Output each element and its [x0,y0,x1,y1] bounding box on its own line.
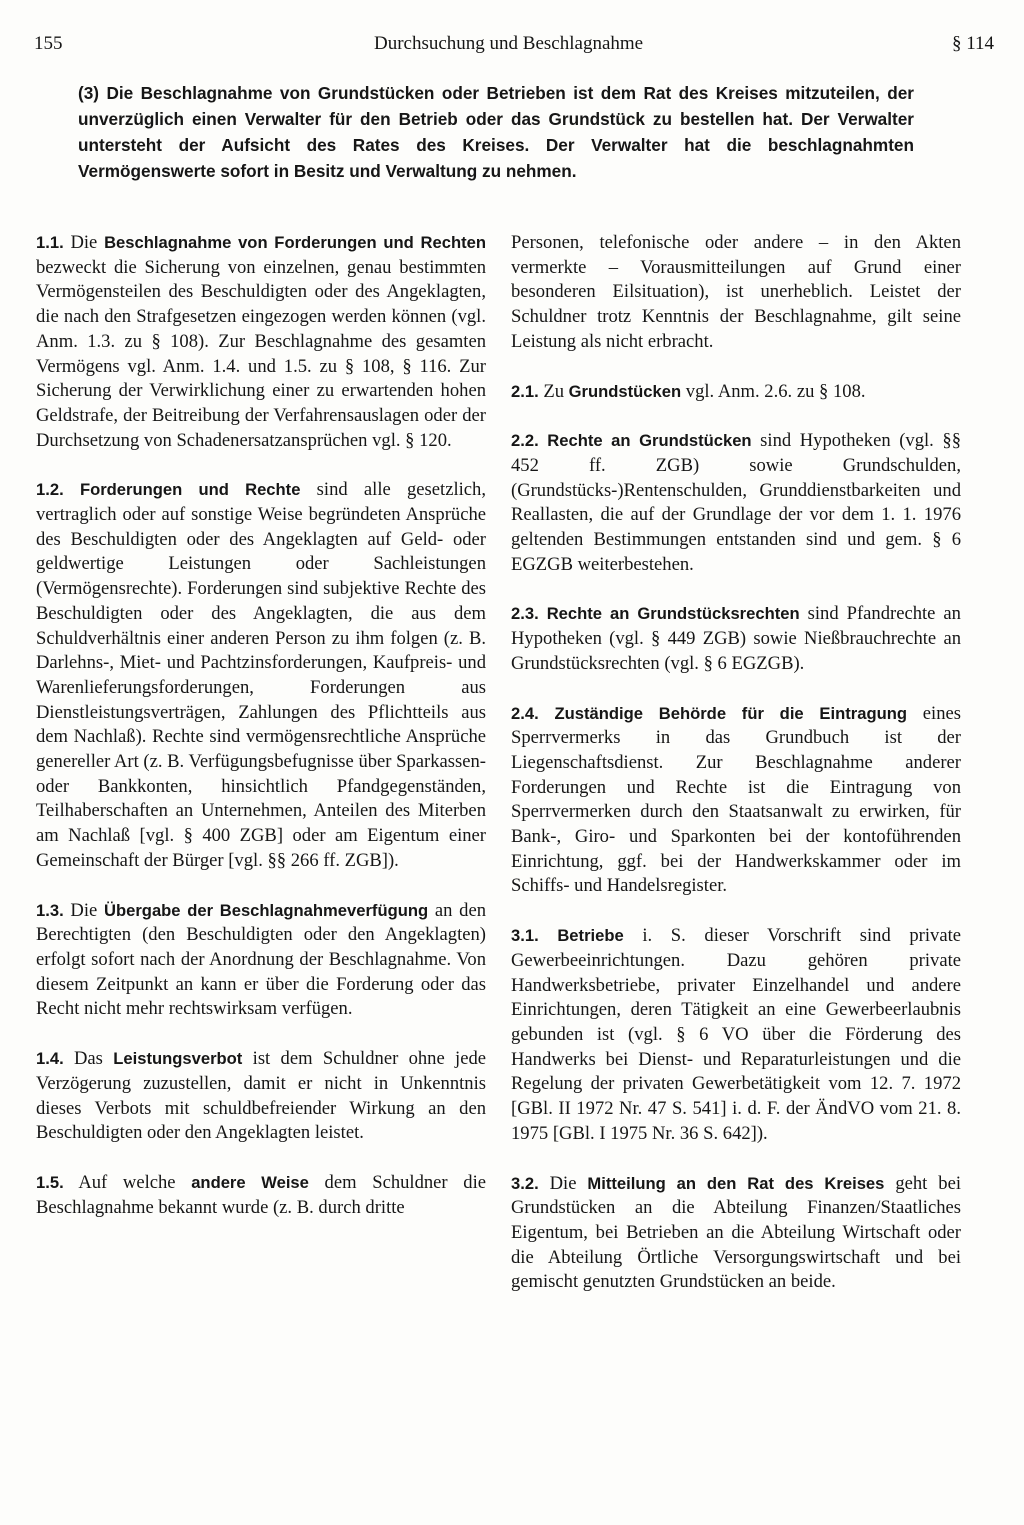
annotation-number: 2.2. [511,431,539,451]
annotation-text: an den Berechtigten (den Beschuldigten oder den Angeklagten) erfolgt sofort nach der Anordnung der Beschlagnahme. Von diesem Zeitpunkt an kann er über die Forderung oder das Recht nicht mehr rechtswirksam verfügen. [36,899,486,1020]
annotation-text: sind alle gesetzlich, vertraglich oder auf sonstige Weise begründeten Ansprüche des Beschuldigten oder des Angeklagten auf Geld- oder geldwertige Leistungen oder Sachleistungen (Vermögensrechte). Forderungen sind subjektive Rechte des Beschuldigten oder des Angeklagten, die aus dem Schuldverhältnis einer anderen Person zu ihm folgen (z. B. Darlehns-, Miet- und Pachtzinsforderungen, Kaufpreis- und Warenlieferungsforderungen, Forderungen aus Dienstleistungsverträgen, Zahlungen des Pflichtteils aus dem Nachlaß). Rechte sind vermögensrechtliche Ansprüche genereller Art (z. B. Verfügungsbefugnisse über Sparkassen- oder Bankkonten, hinsichtlich Pfandgegenständen, Teilhaberschaften an Unternehmen, Anteilen des Miterben am Nachlaß [vgl. § 400 ZGB] oder am Eigentum einer Gemeinschaft der Bürger [vgl. §§ 266 ff. ZGB]). [36,479,486,871]
right-column [511,231,961,1320]
annotation-text: Die [63,232,105,253]
annotation-text: Auf welche [63,1171,192,1193]
annotation-keyword: Übergabe der Beschlagnahmeverfügung [104,900,429,920]
annotation-number: 1.3. [36,900,64,920]
annotation-text [539,925,558,946]
annotation-text: i. S. dieser Vorschrift sind private Gewerbeeinrichtungen. Dazu gehören private Handwerksbetriebe, privater Einzelhandel und andere Einrichtungen, deren Tätigkeit an eine Gewerbeerlaubnis gebunden ist (vgl. § 6 VO über die Förderung des Handwerks bei Dienst- und Reparaturleistungen und die Regelung der privaten Gewerbetätigkeit vom 12. 7. 1972 [GBl. II 1972 Nr. 47 S. 541] i. d. F. der ÄndVO vom 21. 8. 1975 [GBl. I 1975 Nr. 36 S. 642]). [511,925,961,1144]
annotation-number: 1.2. [36,480,64,500]
annotation-paragraph [511,231,961,355]
annotation-paragraph [511,924,961,1146]
annotation-keyword: Mitteilung an den Rat des Kreises [587,1173,885,1193]
annotation-paragraph [36,231,486,453]
annotation-number: 3.2. [511,1173,539,1193]
annotation-text: eines Sperrvermerks in das Grundbuch ist der Liegenschaftsdienst. Zur Beschlagnahme anderer Forderungen und Rechte ist die Eintragung von Sperrvermerken durch den Staatsanwalt zu erwirken, für Bank-, Giro- und Sparkonten bei der kontoführenden Einrichtung, ggf. bei der Handwerkskammer oder im Schiffs- und Handelsregister. [511,702,961,897]
annotation-paragraph [511,602,961,676]
running-title: Durchsuchung und Beschlagnahme [374,33,644,54]
annotation-text: Personen, telefonische oder andere – in den Akten vermerkte – Vorausmitteilungen auf Grund einer besonderen Eilsituation), ist unerheblich. Leistet der Schuldner trotz Kenntnis der Beschlagnahme, gilt seine Leistung als nicht erbracht. [511,232,961,352]
annotation-paragraph [511,429,961,577]
annotation-paragraph [36,1171,486,1220]
annotation-text: vgl. Anm. 2.6. zu § 108. [681,380,866,402]
annotation-number: 1.4. [36,1049,64,1069]
annotation-keyword: Forderungen und Rechte [79,480,301,500]
annotation-text: dem Schuldner die Beschlagnahme bekannt wurde (z. B. durch dritte [36,1171,486,1218]
left-column [36,231,486,1245]
annotation-text [539,703,555,724]
annotation-text [539,430,548,451]
page-header [34,33,994,59]
annotation-keyword: Zuständige Behörde für die Eintragung [554,703,907,723]
annotation-text [64,479,80,500]
statute-paragraph: (3) Die Beschlagnahme von Grundstücken oder Betrieben ist dem Rat des Kreises mitzuteilen, der unverzüglich einen Verwalter für den Betrieb oder das Grundstück zu bestellen hat. Der Verwalter untersteht der Aufsicht des Rates des Kreises. Der Verwalter hat die beschlagnahmten Vermögenswerte sofort in Besitz und Verwaltung zu nehmen. [78,83,914,181]
annotation-number: 2.4. [511,703,539,723]
annotation-text: Zu [538,380,569,402]
annotation-text: Das [63,1048,114,1070]
annotation-keyword: Rechte an Grundstücksrechten [546,604,800,624]
annotation-number: 2.1. [511,381,539,401]
annotation-text: ist dem Schuldner ohne jede Verzögerung zuzustellen, damit er nicht in Unkenntnis dieses Verbots mit schuldbefreiender Wirkung an den Beschuldigten oder den Angeklagten leistet. [36,1048,487,1144]
annotation-number: 1.1. [36,233,64,252]
annotation-text: sind Pfandrechte an Hypotheken (vgl. § 449 ZGB) sowie Nießbrauchrechte an Grundstücksrechten (vgl. § 6 EGZGB). [511,603,961,674]
annotation-text: sind Hypotheken (vgl. §§ 452 ff. ZGB) sowie Grundschulden, (Grundstücks-)Rentenschulden, Grunddienstbarkeiten und Reallasten, die auf der Grundlage der vor dem 1. 1. 1976 geltenden Bestimmungen entstanden sind und gem. § 6 EGZGB weiterbestehen. [511,430,962,575]
annotation-keyword: Betriebe [557,926,624,946]
annotation-paragraph [511,380,961,405]
annotation-paragraph [36,1047,486,1146]
annotation-paragraph [511,702,961,900]
page-number: 155 [34,33,63,54]
annotation-keyword: Rechte an Grundstücken [547,431,752,451]
annotation-text: geht bei Grundstücken an die Abteilung Finanzen/Staatliches Eigentum, bei Betrieben an die Abteilung Wirtschaft oder die Abteilung Örtliche Versorgungswirtschaft und bei gemischt genutzten Grundstücken an beide. [511,1172,961,1293]
annotation-keyword: andere Weise [191,1172,309,1192]
annotation-number: 3.1. [511,926,539,946]
annotation-number: 1.5. [36,1172,64,1192]
section-reference: § 114 [951,33,994,54]
annotation-paragraph [36,478,486,873]
annotation-keyword: Beschlagnahme von Forderungen und Rechten [104,233,486,252]
annotation-text: bezweckt die Sicherung von einzelnen, genau bestimmten Vermögensteilen des Beschuldigten oder des Angeklagten, die nach den Strafgesetzen eingezogen werden können (vgl. Anm. 1.3. zu § 108). Zur Beschlagnahme des gesamten Vermögens vgl. Anm. 1.4. und 1.5. zu § 108, § 116. Zur Sicherung der Verwirklichung einer zu erwartenden hohen Geldstrafe, der Beitreibung der Verfahrensauslagen oder der Durchsetzung von Schadenersatzansprüchen vgl. § 120. [36,256,486,451]
annotation-keyword: Leistungsverbot [113,1049,243,1069]
annotation-paragraph [36,899,486,1023]
annotation-paragraph [511,1172,961,1296]
annotation-text: Die [538,1172,588,1194]
annotation-text [539,603,547,624]
annotation-text: Die [63,899,104,921]
annotation-number: 2.3. [511,604,539,624]
annotation-keyword: Grundstücken [568,381,682,401]
